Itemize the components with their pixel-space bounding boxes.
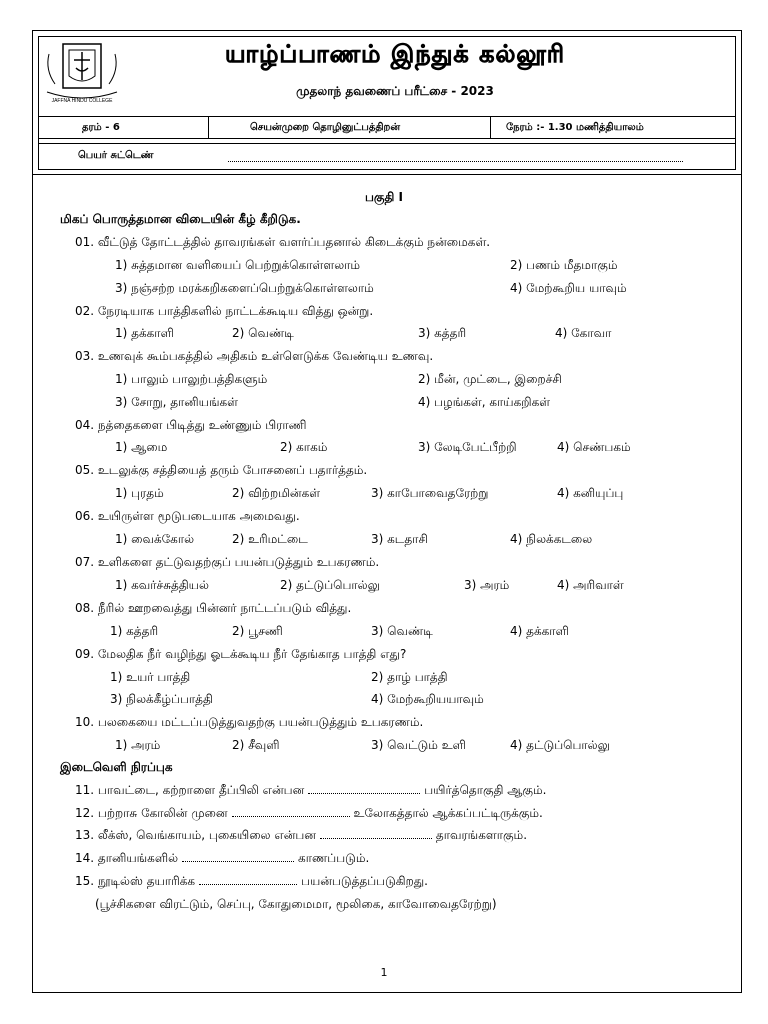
fill-question-suffix: உலோகத்தால் ஆக்கப்பட்டிருக்கும். <box>353 806 543 820</box>
school-name: யாழ்ப்பாணம் இந்துக் கல்லூரி <box>224 40 566 68</box>
option[interactable]: 1) சுத்தமான வளியைப் பெற்றுக்கொள்ளலாம் <box>115 258 361 272</box>
option[interactable]: 1) வைக்கோல் <box>115 532 195 546</box>
option[interactable]: 1) புரதம் <box>115 486 164 500</box>
question-text: 06. உயிருள்ள மூடுபடையாக அமைவது. <box>75 509 300 523</box>
fill-question <box>75 806 543 822</box>
blank-field[interactable] <box>199 874 297 885</box>
fill-question <box>75 783 547 799</box>
option[interactable]: 4) மேற்கூறியயாவும் <box>371 692 484 706</box>
fill-hint: (பூச்சிகளை விரட்டும், செப்பு, கோதுமைமா, மூலிகை, காவோவைதரேற்று) <box>95 897 497 911</box>
option[interactable]: 2) விற்றமின்கள் <box>232 486 321 500</box>
name-label: பெயர் சுட்டெண் <box>78 150 154 161</box>
option[interactable]: 4) கனியுப்பு <box>557 486 624 500</box>
fill-question-suffix: காணப்படும். <box>298 851 370 865</box>
fill-question <box>75 828 527 844</box>
option[interactable]: 3) அரம் <box>464 578 510 592</box>
subject-label: செயன்முறை தொழினுட்பத்திறன் <box>250 121 401 133</box>
option[interactable]: 1) பாலும் பாலுற்பத்திகளும் <box>115 372 268 386</box>
option[interactable]: 2) தாழ் பாத்தி <box>371 670 448 684</box>
fill-question <box>75 851 369 867</box>
option[interactable]: 2) சீவுளி <box>232 738 280 752</box>
option[interactable]: 4) தக்காளி <box>510 624 569 638</box>
fill-question-suffix: பயிர்த்தொகுதி ஆகும். <box>424 783 547 797</box>
question-text: 05. உடலுக்கு சத்தியைத் தரும் போசனைப் பதார்த்தம். <box>75 463 368 477</box>
fill-question-text: 14. தானியங்களில் <box>75 851 179 865</box>
option[interactable]: 2) தட்டுப்பொல்லு <box>280 578 381 592</box>
section-title: பகுதி I <box>365 190 403 204</box>
option[interactable]: 1) கத்தரி <box>110 624 159 638</box>
option[interactable]: 1) ஆமை <box>115 440 168 454</box>
instruction-fill: இடைவெளி நிரப்புக <box>60 760 173 774</box>
option[interactable]: 2) பூசணி <box>232 624 283 638</box>
question-text: 02. நேரடியாக பாத்திகளில் நாட்டக்கூடிய வித்து ஒன்று. <box>75 304 374 318</box>
option[interactable]: 3) சோறு, தானியங்கள் <box>115 395 238 409</box>
option[interactable]: 1) அரம் <box>115 738 161 752</box>
info-row <box>38 116 736 139</box>
fill-question-suffix: பயன்படுத்தப்படுகிறது. <box>301 874 428 888</box>
option[interactable]: 3) நிலக்கீழ்ப்பாத்தி <box>110 692 213 706</box>
option[interactable]: 4) மேற்கூறிய யாவும் <box>510 281 627 295</box>
blank-field[interactable] <box>182 851 294 862</box>
question-text: 07. உளிகளை தட்டுவதற்குப் பயன்படுத்தும் உபகரணம். <box>75 555 380 569</box>
option[interactable]: 4) தட்டுப்பொல்லு <box>510 738 611 752</box>
option[interactable]: 3) வெட்டும் உளி <box>371 738 466 752</box>
question-text: 03. உணவுக் கூம்பகத்தில் அதிகம் உள்ளெடுக்க வேண்டிய உணவு. <box>75 349 434 363</box>
blank-field[interactable] <box>320 828 432 839</box>
option[interactable]: 2) காகம் <box>280 440 328 454</box>
grade-label: தரம் - 6 <box>82 121 120 133</box>
question-text: 01. வீட்டுத் தோட்டத்தில் தாவரங்கள் வளர்ப்பதனால் கிடைக்கும் நன்மைகள். <box>75 235 491 249</box>
divider <box>490 117 491 138</box>
fill-question-text: 15. நூடில்ஸ் தயாரிக்க <box>75 874 196 888</box>
option[interactable]: 4) கோவா <box>555 326 612 340</box>
option[interactable]: 3) லேடிபேட்பீற்றி <box>418 440 517 454</box>
option[interactable]: 3) வெண்டி <box>371 624 433 638</box>
time-label: நேரம் :- 1.30 மணித்தியாலம் <box>506 121 644 133</box>
option[interactable]: 2) உரிமட்டை <box>232 532 308 546</box>
option[interactable]: 2) மீன், முட்டை, இறைச்சி <box>418 372 562 386</box>
option[interactable]: 4) செண்பகம் <box>557 440 631 454</box>
option[interactable]: 3) கத்தரி <box>418 326 467 340</box>
logo-text: JAFFNA HINDU COLLEGE <box>51 98 113 104</box>
option[interactable]: 4) நிலக்கடலை <box>510 532 593 546</box>
instruction-mcq: மிகப் பொருத்தமான விடையின் கீழ் கீறிடுக. <box>60 212 301 226</box>
header-divider <box>32 174 742 175</box>
option[interactable]: 2) வெண்டி <box>232 326 294 340</box>
question-text: 10. பலகையை மட்டப்படுத்துவதற்கு பயன்படுத்தும் உபகரணம். <box>75 715 424 729</box>
option[interactable]: 1) தக்காளி <box>115 326 174 340</box>
divider <box>208 117 209 138</box>
option[interactable]: 3) காபோவைதரேற்று <box>371 486 489 500</box>
fill-question <box>75 874 428 890</box>
school-crest-logo <box>41 40 123 112</box>
page-number: 1 <box>380 966 388 979</box>
option[interactable]: 2) பணம் மீதமாகும் <box>510 258 618 272</box>
option[interactable]: 3) கடதாசி <box>371 532 428 546</box>
blank-field[interactable] <box>232 806 350 817</box>
fill-question-text: 13. லீக்ஸ், வெங்காயம், புகையிலை என்பன <box>75 828 316 842</box>
exam-title: முதலாந் தவணைப் பரீட்சை - 2023 <box>296 84 494 98</box>
option[interactable]: 1) உயர் பாத்தி <box>110 670 191 684</box>
option[interactable]: 4) பழங்கள், காய்கறிகள் <box>418 395 551 409</box>
fill-question-suffix: தாவரங்களாகும். <box>435 828 528 842</box>
option[interactable]: 4) அரிவாள் <box>557 578 624 592</box>
blank-field[interactable] <box>308 783 420 794</box>
question-text: 09. மேலதிக நீர் வழிந்து ஓடக்கூடிய நீர் தேங்காத பாத்தி எது? <box>75 647 407 661</box>
question-text: 08. நீரில் ஊறவைத்து பின்னர் நாட்டப்படும் வித்து. <box>75 601 352 615</box>
name-row <box>38 143 736 170</box>
option[interactable]: 3) நஞ்சற்ற மரக்கறிகளைப்பெற்றுக்கொள்ளலாம் <box>115 281 374 295</box>
fill-question-text: 12. பற்றாசு கோலின் முனை <box>75 806 228 820</box>
name-field[interactable] <box>228 149 683 162</box>
option[interactable]: 1) கவர்ச்சுத்தியல் <box>115 578 209 592</box>
question-text: 04. நத்தைகளை பிடித்து உண்ணும் பிராணி <box>75 418 307 432</box>
fill-question-text: 11. பாவட்டை, கற்றாளை தீப்பிலி என்பன <box>75 783 305 797</box>
